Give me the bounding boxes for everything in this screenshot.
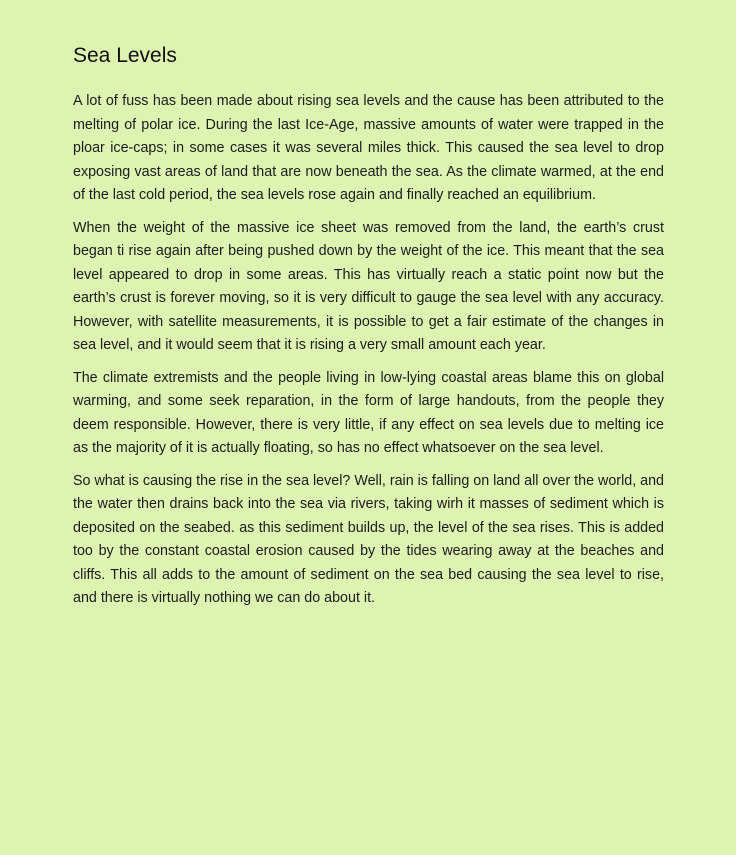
page-title: Sea Levels <box>73 44 177 67</box>
paragraph-1: A lot of fuss has been made about rising sea levels and the cause has been attributed to the melting of polar ice. During the last Ice-Age, massive amounts of water were trapped in the ploar ice-caps; in some cases it was several miles thick. This caused the sea level to drop exposing vast areas of land that are now beneath the sea. As the climate warmed, at the end of the last cold period, the sea levels rose again and finally reached an equilibrium. <box>73 93 664 203</box>
paragraph-4: So what is causing the rise in the sea level? Well, rain is falling on land all over the world, and the water then drains back into the sea via rivers, taking wirh it masses of sediment which is deposited on the seabed. as this sediment builds up, the level of the sea rises. This is added too by the constant coastal erosion caused by the tides wearing away at the beaches and cliffs. This all adds to the amount of sediment on the sea bed causing the sea level to rise, and there is virtually nothing we can do about it. <box>73 472 664 606</box>
paragraph-3: The climate extremists and the people living in low-lying coastal areas blame this on global warming, and some seek reparation, in the form of large handouts, from the people they deem responsible. However, there is very little, if any effect on sea levels due to melting ice as the majority of it is actually floating, so has no effect whatsoever on the sea level. <box>73 369 664 456</box>
paragraph-2: When the weight of the massive ice sheet was removed from the land, the earth’s crust began ti rise again after being pushed down by the weight of the ice. This meant that the sea level appeared to drop in some areas. This has virtually reach a static point now but the earth’s crust is forever moving, so it is very difficult to gauge the sea level with any accuracy. However, with satellite measurements, it is possible to get a fair estimate of the changes in sea level, and it would seem that it is rising a very small amount each year. <box>73 219 664 353</box>
